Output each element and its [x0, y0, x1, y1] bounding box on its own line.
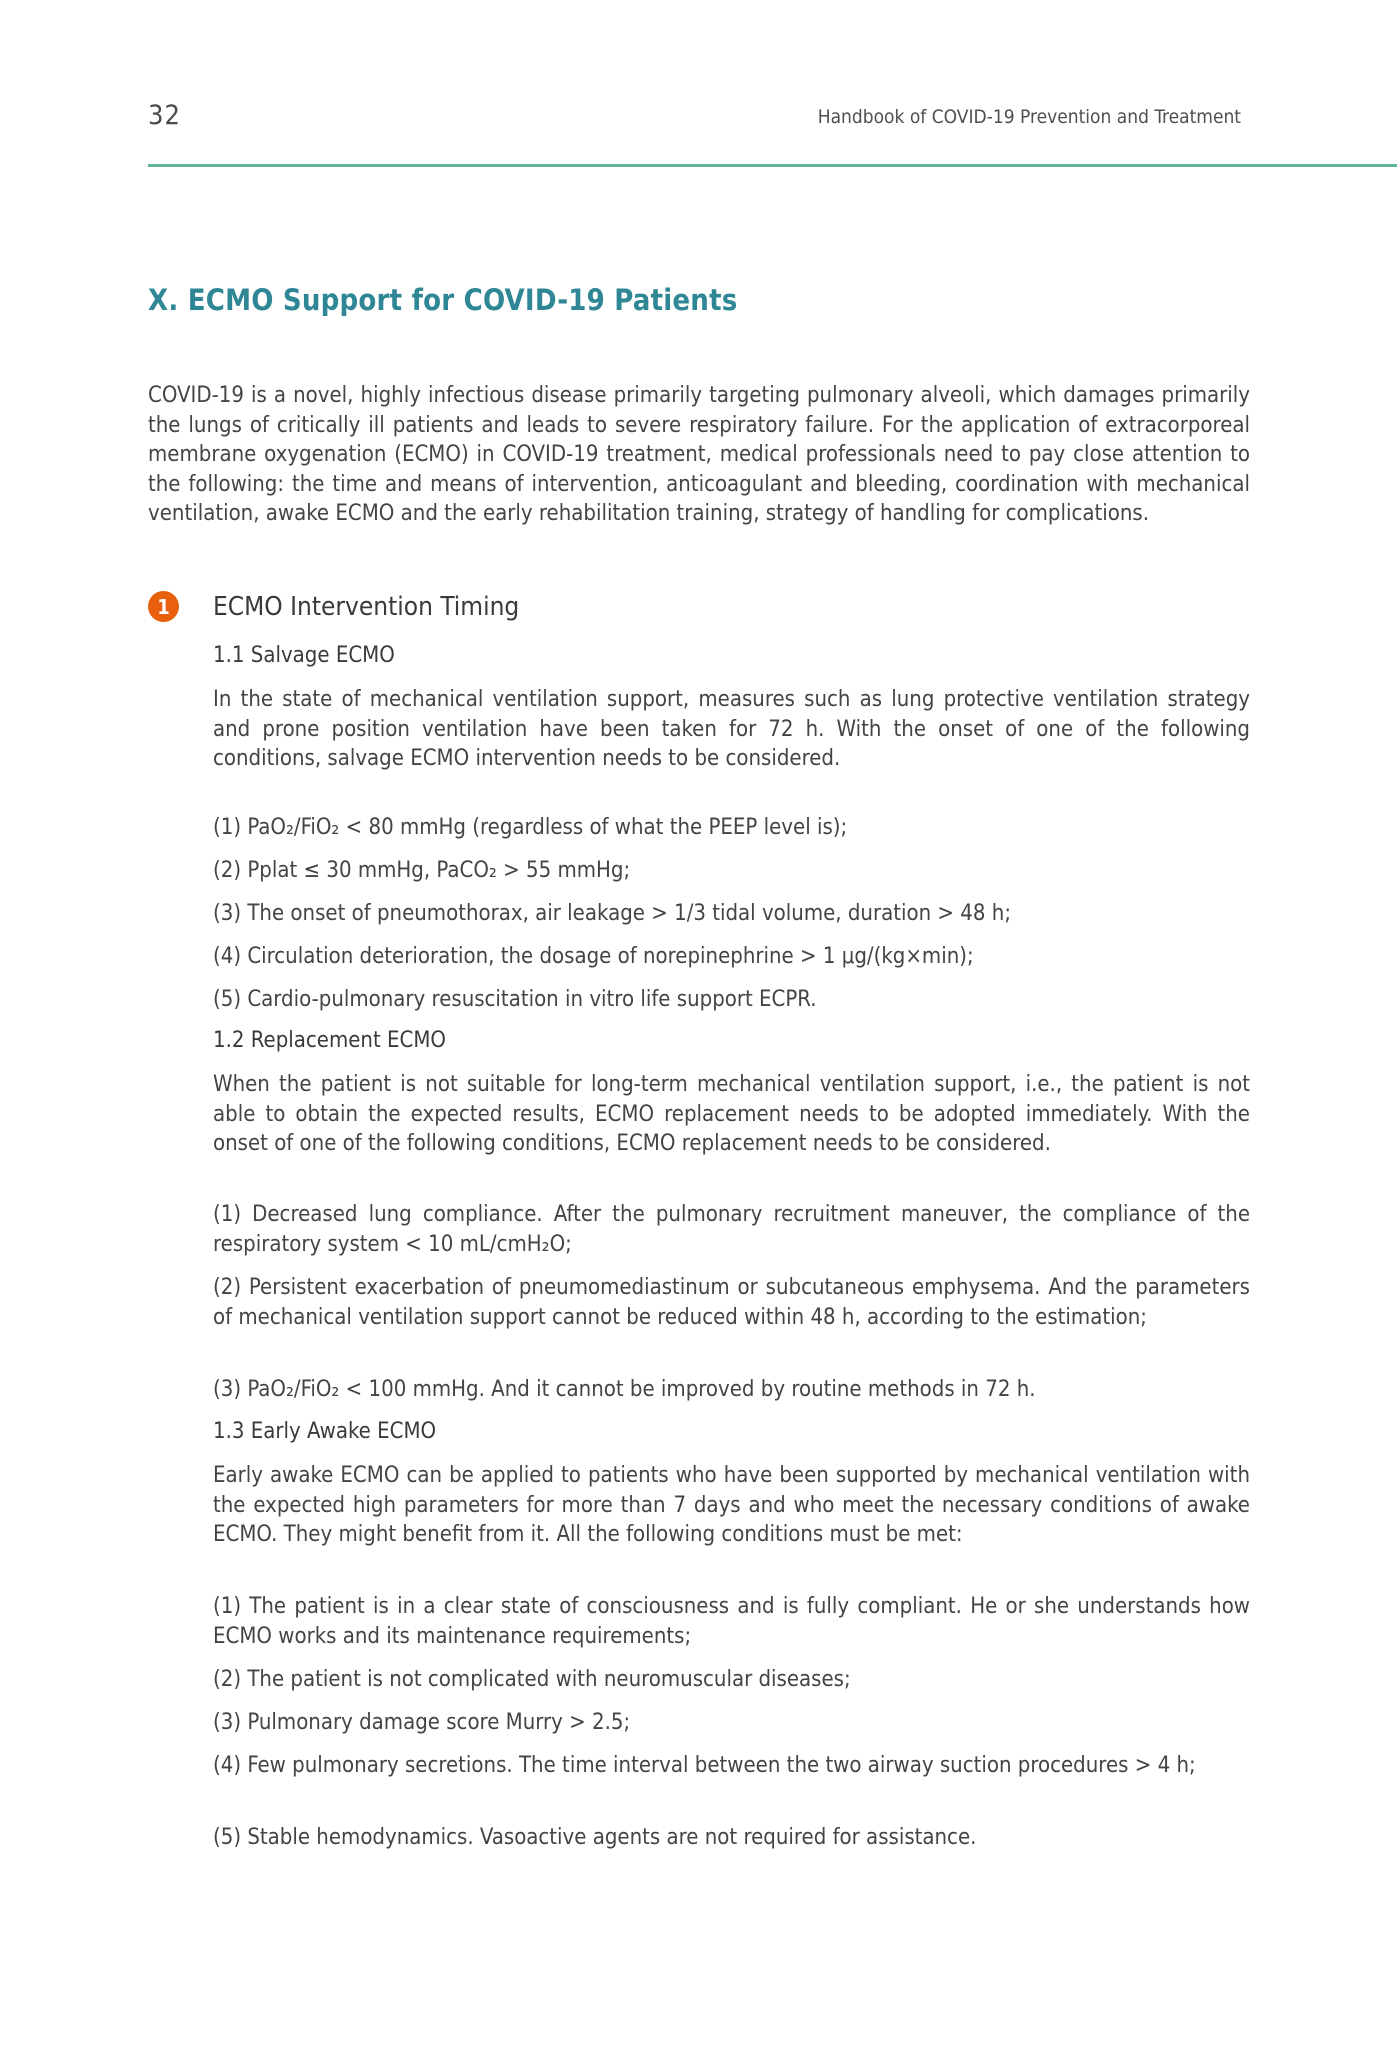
section-title: X. ECMO Support for COVID-19 Patients [148, 283, 738, 317]
early-awake-item: (2) The patient is not complicated with neuromuscular diseases; [213, 1667, 851, 1692]
salvage-paragraph: In the state of mechanical ventilation support, measures such as lung protective ventilation strategy and prone position ventilation have been taken for 72 h. With the onset of one of the following conditions, salvage ECMO intervention needs to be considered. [213, 687, 1250, 771]
early-awake-item: (4) Few pulmonary secretions. The time interval between the two airway suction procedures > 4 h; [213, 1753, 1196, 1778]
heading-label: ECMO Intervention Timing [213, 591, 520, 622]
salvage-item: (5) Cardio-pulmonary resuscitation in vitro life support ECPR. [213, 987, 817, 1012]
salvage-item: (3) The onset of pneumothorax, air leakage > 1/3 tidal volume, duration > 48 h; [213, 901, 1011, 926]
early-awake-item: (5) Stable hemodynamics. Vasoactive agents are not required for assistance. [213, 1825, 977, 1850]
replacement-paragraph: When the patient is not suitable for long-term mechanical ventilation support, i.e., the patient is not able to obtain the expected results, ECMO replacement needs to be adopted immediately. With the onset of one of the following conditions, ECMO replacement needs to be considered. [213, 1072, 1250, 1156]
early-awake-item: (3) Pulmonary damage score Murry > 2.5; [213, 1710, 631, 1735]
subsection-title-salvage: 1.1 Salvage ECMO [213, 643, 395, 668]
replacement-item: (3) PaO₂/FiO₂ < 100 mmHg. And it cannot be improved by routine methods in 72 h. [213, 1377, 1036, 1402]
header-divider [148, 164, 1397, 167]
subsection-title-replacement: 1.2 Replacement ECMO [213, 1028, 446, 1053]
replacement-item: (2) Persistent exacerbation of pneumomediastinum or subcutaneous emphysema. And the parameters of mechanical ventilation support cannot be reduced within 48 h, according to the estimation; [213, 1275, 1250, 1330]
salvage-item: (1) PaO₂/FiO₂ < 80 mmHg (regardless of what the PEEP level is); [213, 815, 848, 840]
salvage-item: (2) Pplat ≤ 30 mmHg, PaCO₂ > 55 mmHg; [213, 858, 631, 883]
subsection-title-early-awake: 1.3 Early Awake ECMO [213, 1419, 437, 1444]
intro-paragraph: COVID-19 is a novel, highly infectious disease primarily targeting pulmonary alveoli, which damages primarily the lungs of critically ill patients and leads to severe respiratory failure. For the application of extracorporeal membrane oxygenation (ECMO) in COVID-19 treatment, medical professionals need to pay close attention to the following: the time and means of intervention, anticoagulant and bleeding, coordination with mechanical ventilation, awake ECMO and the early rehabilitation training, strategy of handling for complications. [148, 383, 1250, 526]
number-1-circle-icon: 1 [148, 591, 179, 622]
salvage-item: (4) Circulation deterioration, the dosage of norepinephrine > 1 μg/(kg×min); [213, 944, 974, 969]
early-awake-item: (1) The patient is in a clear state of consciousness and is fully compliant. He or she understands how ECMO works and its maintenance requirements; [213, 1594, 1250, 1649]
early-awake-paragraph: Early awake ECMO can be applied to patients who have been supported by mechanical ventilation with the expected high parameters for more than 7 days and who meet the necessary conditions of awake ECMO. They might benefit from it. All the following conditions must be met: [213, 1463, 1250, 1547]
page-number: 32 [148, 100, 181, 131]
replacement-item: (1) Decreased lung compliance. After the pulmonary recruitment maneuver, the compliance of the respiratory system < 10 mL/cmH₂O; [213, 1202, 1250, 1257]
running-title: Handbook of COVID-19 Prevention and Treatment [817, 106, 1241, 128]
heading-ecmo-intervention-timing [148, 591, 519, 622]
